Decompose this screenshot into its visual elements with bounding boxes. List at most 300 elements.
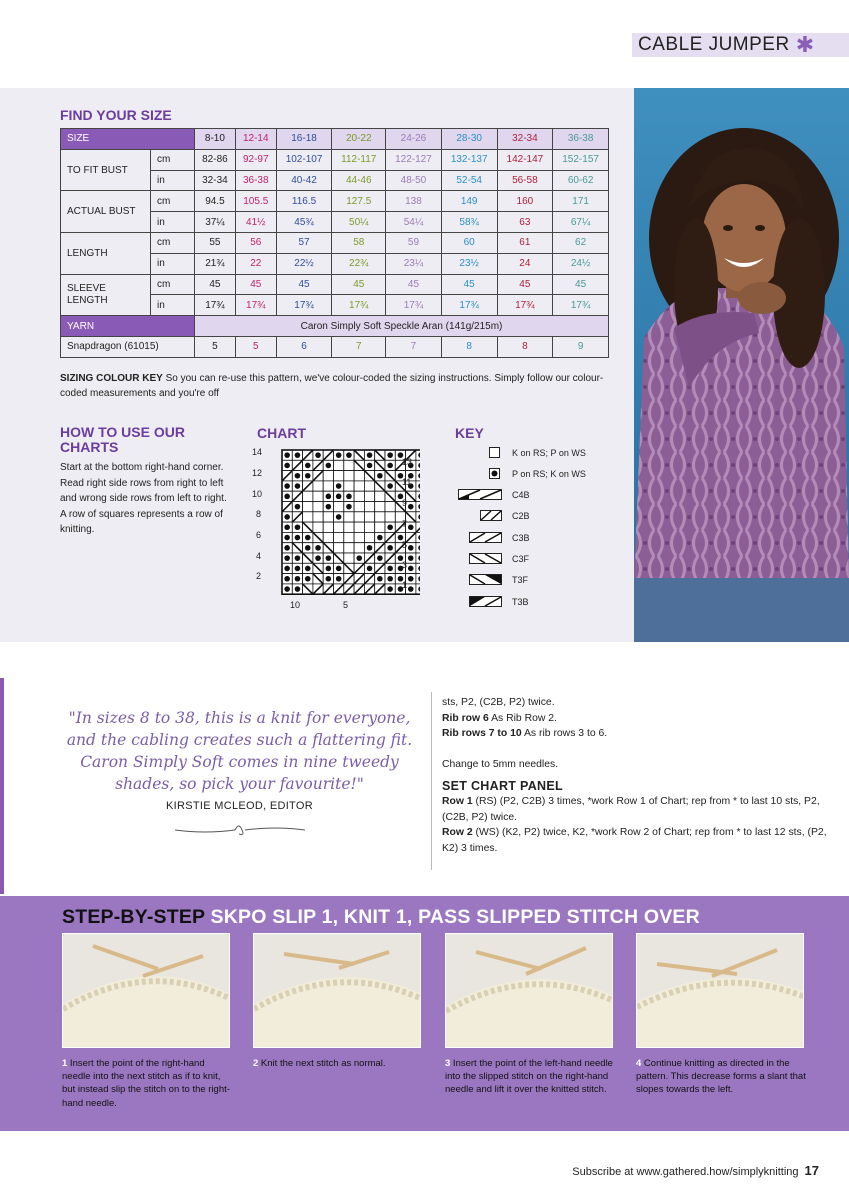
table-cell: 45: [332, 274, 386, 295]
purl-dot: [295, 473, 301, 479]
step-caption: [253, 1057, 425, 1070]
table-cell: 22½: [276, 253, 332, 274]
purl-dot: [408, 545, 414, 551]
table-cell: 5: [195, 336, 236, 357]
purl-dot: [284, 452, 290, 458]
purl-dot: [367, 545, 373, 551]
purl-dot: [336, 452, 342, 458]
purl-dot: [336, 514, 342, 520]
key-item: [489, 468, 586, 479]
step-caption: [62, 1057, 234, 1110]
page-number: 17: [804, 1163, 819, 1178]
chart-cell: [354, 543, 364, 553]
key-label: C3B: [512, 532, 530, 543]
key-label: C3F: [512, 553, 530, 564]
purl-dot: [295, 483, 301, 489]
table-cell: 23½: [441, 253, 497, 274]
chart-cell: [364, 502, 374, 512]
table-cell: 36-38: [235, 170, 276, 191]
table-cell: 37¼: [195, 212, 236, 233]
unit-label: in: [151, 212, 195, 233]
chart-cell: [334, 502, 344, 512]
t3b-symbol-icon: [469, 596, 502, 607]
woman-in-cable-jumper-illustration: [634, 88, 849, 642]
table-cell: 54¼: [386, 212, 442, 233]
step-number: 1: [62, 1058, 68, 1069]
table-cell: 22: [235, 253, 276, 274]
subscribe-link[interactable]: Subscribe at www.gathered.how/simplyknitting: [572, 1166, 799, 1178]
chart-cell: [323, 522, 333, 532]
size-cell: 20-22: [332, 129, 386, 150]
purl-dot: [284, 535, 290, 541]
size-cell: 16-18: [276, 129, 332, 150]
purl-dot: [305, 566, 311, 572]
row-label: Row 1: [442, 796, 473, 807]
table-cell: 45: [497, 274, 553, 295]
table-cell: 17¾: [195, 295, 236, 316]
pattern-line: [442, 794, 842, 825]
size-table: [60, 128, 609, 358]
table-cell: 63: [497, 212, 553, 233]
key-item: [458, 489, 530, 500]
size-cell: 28-30: [441, 129, 497, 150]
chart-cell: [354, 481, 364, 491]
chart-row-number: 5: [402, 540, 408, 550]
row-label: SLEEVE LENGTH: [61, 274, 151, 316]
table-cell: 82-86: [195, 149, 236, 170]
c4b-symbol-icon: [458, 489, 502, 500]
purl-dot: [387, 524, 393, 530]
chart-cell: [344, 460, 354, 470]
row-label: TO FIT BUST: [61, 149, 151, 191]
chart-row-number: 7: [402, 519, 408, 529]
unit-label: in: [151, 170, 195, 191]
table-cell: 116.5: [276, 191, 332, 212]
purl-dot: [284, 483, 290, 489]
table-row: [61, 232, 609, 253]
knitting-needles-illustration: [446, 934, 613, 1048]
purl-dot: [315, 555, 321, 561]
purl-dot: [387, 463, 393, 469]
flourish-icon: [175, 822, 305, 838]
chart-cell: [323, 481, 333, 491]
find-your-size-title: FIND YOUR SIZE: [60, 107, 172, 123]
step-number: 4: [636, 1058, 642, 1069]
chart-cell: [334, 471, 344, 481]
knitting-needles-illustration: [63, 934, 230, 1048]
table-cell: 56-58: [497, 170, 553, 191]
chart-cell: [323, 532, 333, 542]
chart-cell: [313, 522, 323, 532]
row-label: LENGTH: [61, 232, 151, 274]
chart-cell: [313, 502, 323, 512]
table-cell: 45: [195, 274, 236, 295]
purl-dot: [408, 566, 414, 572]
step-number: 3: [445, 1058, 451, 1069]
chart-cell: [354, 491, 364, 501]
yarn-name: Caron Simply Soft Speckle Aran (141g/215m): [195, 316, 609, 337]
table-cell: 40-42: [276, 170, 332, 191]
chart-cell: [364, 512, 374, 522]
table-cell: 45¾: [276, 212, 332, 233]
purl-dot: [284, 566, 290, 572]
chart-cell: [354, 532, 364, 542]
purl-dot: [336, 483, 342, 489]
sizing-key-text: So you can re-use this pattern, we've colour-coded the sizing instructions. Simply follow our colour-coded measurements and you're off: [60, 373, 604, 399]
purl-dot: [387, 545, 393, 551]
purl-dot: [387, 576, 393, 582]
table-cell: 32-34: [195, 170, 236, 191]
table-cell: 105.5: [235, 191, 276, 212]
chart-cell: [364, 491, 374, 501]
table-cell: 142-147: [497, 149, 553, 170]
purl-dot: [408, 524, 414, 530]
yarn-label: YARN: [61, 316, 195, 337]
chart-cell: [323, 512, 333, 522]
chart-cell: [385, 512, 395, 522]
purl-dot: [284, 524, 290, 530]
table-cell: 45: [276, 274, 332, 295]
unit-label: cm: [151, 274, 195, 295]
purl-dot: [336, 494, 342, 500]
key-label: T3B: [512, 596, 529, 607]
table-cell: 45: [386, 274, 442, 295]
chart-cell: [323, 471, 333, 481]
table-cell: 127.5: [332, 191, 386, 212]
footer: [572, 1163, 819, 1178]
key-label: T3F: [512, 574, 529, 585]
size-label: SIZE: [61, 129, 195, 150]
chart-cell: [375, 491, 385, 501]
table-cell: 17¾: [235, 295, 276, 316]
table-cell: 45: [235, 274, 276, 295]
table-cell: 122-127: [386, 149, 442, 170]
table-cell: 5: [235, 336, 276, 357]
purl-dot: [284, 586, 290, 592]
yarn-color-label: Snapdragon (61015): [61, 336, 195, 357]
table-cell: 138: [386, 191, 442, 212]
table-cell: 24: [497, 253, 553, 274]
pattern-line: sts, P2, (C2B, P2) twice.: [442, 697, 555, 708]
key-item: [469, 532, 530, 543]
chart-cell: [344, 522, 354, 532]
purl-dot: [367, 566, 373, 572]
chart-cell: [344, 471, 354, 481]
chart-cell: [344, 512, 354, 522]
purl-dot: [326, 555, 332, 561]
table-cell: 58¾: [441, 212, 497, 233]
knitting-needles-illustration: [637, 934, 804, 1048]
step-title-prefix: STEP-BY-STEP: [62, 906, 205, 928]
chart-cell: [344, 532, 354, 542]
table-cell: 7: [332, 336, 386, 357]
purl-dot: [326, 576, 332, 582]
unit-label: cm: [151, 191, 195, 212]
size-cell: 12-14: [235, 129, 276, 150]
table-row: [61, 274, 609, 295]
purl-dot: [284, 545, 290, 551]
step-caption: [636, 1057, 808, 1097]
table-cell: 59: [386, 232, 442, 253]
knitting-chart: [270, 447, 420, 617]
table-cell: 8: [497, 336, 553, 357]
key-item: [480, 510, 530, 521]
purl-dot: [346, 504, 352, 510]
purl-dot: [387, 452, 393, 458]
chart-row-number: 3: [402, 560, 408, 570]
chart-cell: [354, 522, 364, 532]
row-text: As Rib Row 2.: [488, 712, 557, 724]
chart-cell: [344, 553, 354, 563]
step-photo: [636, 933, 804, 1048]
chart-cell: [313, 481, 323, 491]
purl-dot: [377, 576, 383, 582]
purl-dot: [305, 545, 311, 551]
c2b-symbol-icon: [480, 510, 502, 521]
chart-row-number: 1: [402, 580, 408, 590]
chart-row-number: 8: [256, 509, 262, 519]
chart-row-number: 4: [256, 551, 262, 561]
size-cell: 32-34: [497, 129, 553, 150]
purl-dot: [377, 473, 383, 479]
purl-dot: [295, 524, 301, 530]
chart-cell: [303, 502, 313, 512]
table-cell: 60-62: [553, 170, 609, 191]
table-cell: 17¾: [553, 295, 609, 316]
purl-dot: [346, 494, 352, 500]
chart-cell: [313, 491, 323, 501]
unit-label: in: [151, 253, 195, 274]
purl-dot: [295, 566, 301, 572]
purl-dot: [408, 586, 414, 592]
t3f-symbol-icon: [469, 574, 502, 585]
unit-label: cm: [151, 232, 195, 253]
step-photo: [445, 933, 613, 1048]
chart-cell: [334, 522, 344, 532]
table-cell: 58: [332, 232, 386, 253]
how-to-text: Start at the bottom right-hand corner. Read right side rows from right to left and wrong side rows from left to right. A row of squares represents a row of knitting.: [60, 462, 227, 535]
purl-dot: [284, 514, 290, 520]
chart-row-number: 12: [252, 468, 263, 478]
key-label: P on RS; K on WS: [512, 468, 586, 479]
purl-dot: [295, 586, 301, 592]
table-cell: 45: [553, 274, 609, 295]
purl-dot: [326, 463, 332, 469]
chart-grid: [282, 450, 420, 594]
size-header-row: [61, 129, 609, 150]
chart-cell: [334, 532, 344, 542]
key-item: [469, 574, 528, 585]
table-cell: 44-46: [332, 170, 386, 191]
chart-cell: [344, 481, 354, 491]
table-cell: 17¾: [497, 295, 553, 316]
pattern-line: [442, 825, 842, 856]
table-cell: 17¾: [332, 295, 386, 316]
knitting-needles-illustration: [254, 934, 421, 1048]
chart-cell: [354, 471, 364, 481]
purl-dot: [295, 576, 301, 582]
row-label: ACTUAL BUST: [61, 191, 151, 233]
table-cell: 8: [441, 336, 497, 357]
step-by-step-title: [62, 906, 700, 929]
sizing-key-label: SIZING COLOUR KEY: [60, 373, 163, 384]
asterisk-icon: ✱: [795, 32, 815, 57]
row-text: As rib rows 3 to 6.: [521, 728, 608, 739]
chart-title: CHART: [257, 425, 306, 441]
chart-cell: [364, 481, 374, 491]
purl-dot: [387, 586, 393, 592]
table-cell: 50¼: [332, 212, 386, 233]
purl-dot: [336, 566, 342, 572]
table-cell: 152-157: [553, 149, 609, 170]
purl-dot: [346, 452, 352, 458]
chart-row-number: 11: [402, 477, 412, 487]
step-caption: [445, 1057, 617, 1097]
chart-cell: [354, 512, 364, 522]
chart-row-number: 9: [402, 498, 408, 508]
purl-dot: [305, 463, 311, 469]
table-cell: 21¾: [195, 253, 236, 274]
chart-cell: [344, 543, 354, 553]
purl-dot: [305, 535, 311, 541]
purl-dot: [284, 555, 290, 561]
chart-cell: [334, 460, 344, 470]
purl-dot: [408, 504, 414, 510]
chart-cell: [385, 502, 395, 512]
step-number: 2: [253, 1058, 259, 1069]
purl-dot: [315, 545, 321, 551]
purl-dot: [356, 555, 362, 561]
chart-row-number: 2: [256, 571, 262, 581]
purl-dot: [387, 483, 393, 489]
key-title: KEY: [455, 425, 484, 441]
chart-row-number: 6: [256, 530, 262, 540]
row-label: Rib row 6: [442, 712, 489, 724]
chart-cell: [364, 532, 374, 542]
table-cell: 41½: [235, 212, 276, 233]
chart-row-number: 10: [252, 489, 263, 499]
table-cell: 92-97: [235, 149, 276, 170]
unit-label: in: [151, 295, 195, 316]
accent-bar: [0, 678, 4, 894]
size-cell: 24-26: [386, 129, 442, 150]
table-cell: 112-117: [332, 149, 386, 170]
c3f-symbol-icon: [469, 553, 502, 564]
table-row: [61, 149, 609, 170]
row-text: (RS) (P2, C2B) 3 times, *work Row 1 of Chart; rep from * to last 10 sts, P2, (C2B, P2) twice.: [442, 796, 820, 823]
chart-cell: [334, 543, 344, 553]
c3b-symbol-icon: [469, 532, 502, 543]
step-text: Continue knitting as directed in the pattern. This decrease forms a slant that slopes towards the left.: [636, 1058, 806, 1096]
purl-dot: [326, 566, 332, 572]
table-cell: 94.5: [195, 191, 236, 212]
step-text: Insert the point of the right-hand needle into the next stitch as if to knit, but instead slip the stitch on to the right-hand needle.: [62, 1058, 230, 1109]
pattern-line: Change to 5mm needles.: [442, 759, 559, 770]
key-item: [469, 553, 529, 564]
purl-dot: [408, 555, 414, 561]
table-cell: 61: [497, 232, 553, 253]
how-to-title: HOW TO USE OUR CHARTS: [60, 424, 185, 455]
section-title: CABLE JUMPER: [638, 34, 790, 55]
table-cell: 132-137: [441, 149, 497, 170]
row-text: (WS) (K2, P2) twice, K2, *work Row 2 of Chart; rep from * to last 12 sts, (P2, K2) 3 times.: [442, 827, 827, 854]
size-cell: 8-10: [195, 129, 236, 150]
key-label: C4B: [512, 489, 530, 500]
set-chart-panel-heading: SET CHART PANEL: [442, 778, 563, 793]
sizing-colour-key: [60, 371, 620, 401]
chart-cell: [375, 512, 385, 522]
size-cell: 36-38: [553, 129, 609, 150]
purl-dot: [377, 535, 383, 541]
chart-cell: [313, 512, 323, 522]
purl-dot: [305, 576, 311, 582]
chart-cell: [303, 491, 313, 501]
purl-dot: [295, 535, 301, 541]
chart-column-number: 5: [343, 600, 349, 610]
table-cell: 17¾: [386, 295, 442, 316]
table-cell: 17¾: [276, 295, 332, 316]
chart-column-number: 10: [290, 600, 301, 610]
step-text: Knit the next stitch as normal.: [258, 1058, 386, 1069]
chart-cell: [364, 522, 374, 532]
table-cell: 22¾: [332, 253, 386, 274]
quote-author: KIRSTIE MCLEOD, EDITOR: [166, 800, 313, 812]
purl-dot: [295, 504, 301, 510]
table-cell: 55: [195, 232, 236, 253]
chart-cell: [303, 512, 313, 522]
pattern-line: [442, 726, 842, 742]
purl-dot: [377, 555, 383, 561]
purl-dot: [295, 452, 301, 458]
chart-row-number: 13: [402, 457, 413, 467]
step-text: Insert the point of the left-hand needle into the slipped stitch on the right-hand needle and lift it over the knitted stitch.: [445, 1058, 613, 1096]
purl-dot: [315, 452, 321, 458]
model-photo: [634, 88, 849, 642]
purl-dot: [387, 566, 393, 572]
purl-dot: [305, 473, 311, 479]
yarn-row: [61, 316, 609, 337]
step-title-main: SKPO SLIP 1, KNIT 1, PASS SLIPPED STITCH OVER: [204, 906, 700, 928]
purl-dot: [326, 504, 332, 510]
section-header-tag: [632, 33, 849, 57]
table-cell: 62: [553, 232, 609, 253]
purl-dot: [295, 555, 301, 561]
purl-dot: [336, 576, 342, 582]
pattern-line: [442, 711, 842, 727]
table-cell: 7: [386, 336, 442, 357]
row-label: Rib rows 7 to 10: [442, 728, 522, 739]
purl-dot: [408, 576, 414, 582]
table-cell: 45: [441, 274, 497, 295]
step-photo: [253, 933, 421, 1048]
unit-label: cm: [151, 149, 195, 170]
purl-dot: [326, 494, 332, 500]
table-cell: 149: [441, 191, 497, 212]
chart-cell: [375, 502, 385, 512]
table-cell: 17¾: [441, 295, 497, 316]
table-cell: 24½: [553, 253, 609, 274]
purl-dot: [367, 463, 373, 469]
purl-dot: [284, 576, 290, 582]
table-cell: 9: [553, 336, 609, 357]
dot-square-icon: [489, 468, 500, 479]
table-cell: 23¼: [386, 253, 442, 274]
key-item: [469, 596, 529, 607]
table-cell: 6: [276, 336, 332, 357]
table-cell: 48-50: [386, 170, 442, 191]
editor-quote: "In sizes 8 to 38, this is a knit for everyone, and the cabling creates such a flattering fit. Caron Simply Soft comes in nine tweedy shades, so pick your favourite!": [66, 709, 413, 793]
table-cell: 171: [553, 191, 609, 212]
